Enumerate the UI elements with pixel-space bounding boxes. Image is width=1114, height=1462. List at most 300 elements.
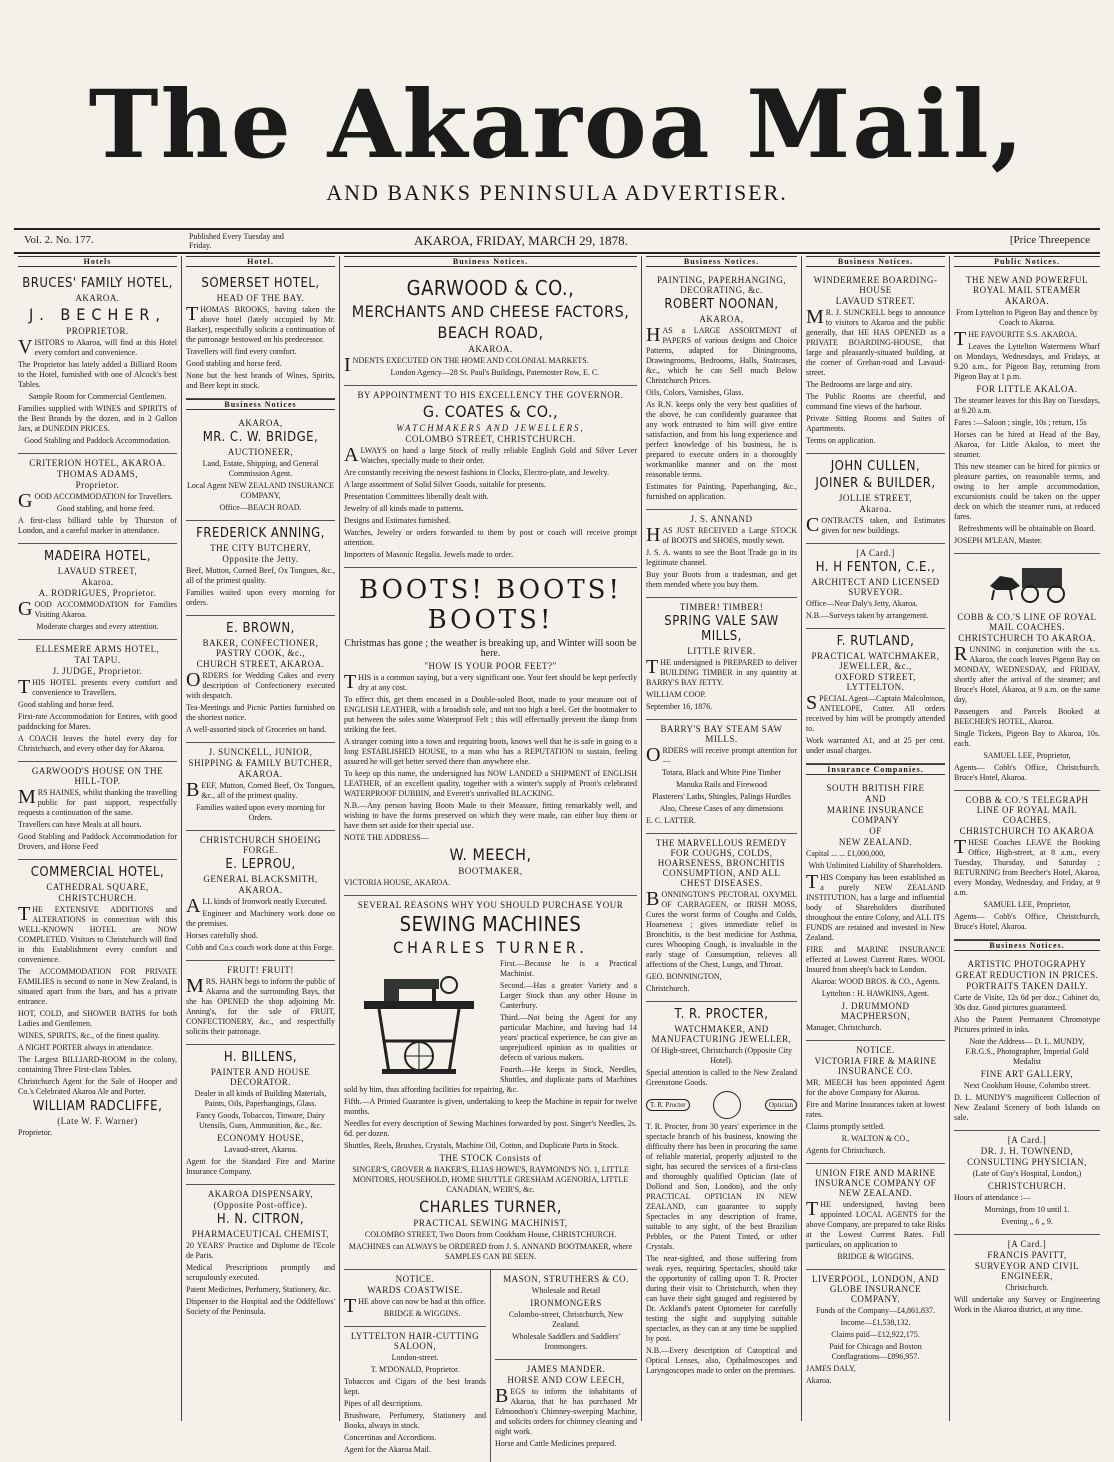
ad-text: GOOD ACCOMMODATION for Travellers. <box>18 490 173 512</box>
ad-coates-jewellers <box>344 386 637 568</box>
ad-text: Tobaccos and Cigars of the best brands kept. <box>344 1377 486 1396</box>
ad-place: Akaroa. <box>81 577 114 587</box>
ad-text: Paid for Chicago and Boston Conflagrations—£896,957. <box>829 1342 922 1361</box>
ad-trade: IRONMONGERS <box>530 1298 602 1308</box>
ad-owner: WILLIAM RADCLIFFE, <box>32 1099 163 1114</box>
ad-text: The Proprietor has lately added a Billiard Room to the Hotel, furnished with one of Alcock's best Tables. <box>18 360 177 389</box>
ad-heading: SEVERAL REASONS WHY YOU SHOULD PURCHASE YOUR <box>357 900 624 910</box>
masthead <box>0 70 1114 206</box>
ad-text: Totara, Black and White Pine Timber <box>661 768 782 777</box>
ad-text: SPECIAL Agent—Captain Malcolmson, ANTELOPE, Cutter. All orders received by him will be promptly attended to. <box>806 692 945 733</box>
ad-title: CRITERION HOTEL, AKAROA. <box>29 458 166 468</box>
ad-title: THE NEW AND POWERFUL ROYAL MAIL STEAMER <box>965 275 1089 295</box>
ad-owner: A. RODRIGUES, Proprietor. <box>38 588 157 598</box>
sewing-machine-illustration <box>344 961 494 1081</box>
ad-signature: WILLIAM COOP. <box>646 690 706 699</box>
ad-criterion-hotel <box>18 454 177 544</box>
ad-title: WINDERMERE BOARDING-HOUSE <box>813 275 938 295</box>
ad-owner: CHARLES TURNER, <box>419 1197 562 1216</box>
ad-title: COMMERCIAL HOTEL, <box>30 865 165 880</box>
ad-trade: PRACTICAL SEWING MACHINIST, <box>413 1218 568 1228</box>
ad-text: Oils, Colors, Varnishes, Glass. <box>646 388 744 397</box>
ad-text: A first-class billiard table by Thurston of London, and a careful marker in attendance. <box>18 516 177 535</box>
section-heading: Business Notices. <box>954 940 1100 951</box>
ad-owner: J. JUDGE, Proprietor. <box>52 666 143 676</box>
ad-windermere <box>806 271 945 454</box>
ad-agents: Lyttelton : H. HAWKINS, Agent. <box>821 989 930 998</box>
ad-text: Travellers will find every comfort. <box>186 347 297 356</box>
ad-signature: R. WALTON & CO., <box>841 1134 910 1143</box>
ad-text: Cobb and Co.s coach work done at this Forge. <box>186 943 334 952</box>
ad-trade: GENERAL BLACKSMITH, <box>203 874 318 884</box>
ad-stock: THE STOCK Consists of <box>439 1153 542 1163</box>
ad-text: Presentation Committees liberally dealt with. <box>344 492 489 501</box>
ad-appointment: BY APPOINTMENT TO HIS EXCELLENCY THE GOVERNOR. <box>357 390 624 400</box>
ad-text: Will undertake any Survey or Engineering Work in the Akaroa district, at any time. <box>954 1295 1100 1314</box>
ad-text: Note the Address— D. L. MUNDY, F.R.G.S., Photographer, Imperial Gold Medalist <box>965 1037 1089 1066</box>
ad-bonnington-remedy <box>646 834 797 1002</box>
ad-text: Fares :—Saloon ; single, 10s ; return, 15s <box>954 418 1087 427</box>
ad-place: HEAD OF THE BAY. <box>216 293 305 303</box>
dateline <box>14 228 1100 254</box>
column-6 <box>950 256 1104 1421</box>
ad-text: MR. J. SUNCKELL begs to announce to visitors to Akaroa and the public generally, that HE HAS OPENED as a PRIVATE BOARDING-HOUSE, that large and pleasantly-situated building, at the corner of Grehan-road and Lavaud-street. <box>806 306 945 377</box>
ad-title: BRUCES' FAMILY HOTEL, <box>22 276 173 291</box>
ad-text: First-rate Accommodation for Entires, with good paddocking for Mares. <box>18 712 177 731</box>
ad-text: GOOD ACCOMMODATION for Families Visiting Akaroa. <box>18 598 177 620</box>
ad-title: WARDS COASTWISE. <box>367 1285 463 1295</box>
ad-place: Christchurch. <box>646 984 690 993</box>
ad-text: Also, Cheese Cases of any dimensions <box>659 804 784 813</box>
ad-title: FRANCIS PAVITT, <box>987 1250 1067 1260</box>
reason-third: Third.—Not being the Agent for any particular Machine, and having had 14 years' practical experience, he can give an unprejudiced opinion as to qualities or defects of various makers. <box>500 1013 637 1062</box>
bottom-split <box>344 1270 637 1462</box>
ad-street: CATHEDRAL SQUARE, <box>46 882 149 892</box>
ad-title: G. COATES & CO., <box>422 402 559 421</box>
ad-subhead: FOR LITTLE AKALOA. <box>976 384 1078 394</box>
reason-second: Second.—Has a greater Variety and a Larger Stock than any other House in Canterbury. <box>500 981 637 1010</box>
ad-suncell-butcher <box>186 743 335 831</box>
ad-text: MRS. HAHN begs to inform the public of Akaroa and the surrounding Bays, that she has OPENED the shop adjoining Mr. Anning's, for the sale of FRUIT, CONFECTIONERY, &c., and respectfully solicits their patronage. <box>186 975 335 1036</box>
ad-and: AND <box>865 794 886 804</box>
ad-text: Mornings, from 10 until 1. <box>984 1205 1070 1214</box>
ad-meech-boots <box>344 568 637 896</box>
ad-text: MR. MEECH has been appointed Agent for the above Company for Akaroa. <box>806 1078 945 1097</box>
ad-anning-butchery <box>186 521 335 616</box>
ad-title: SOMERSET HOTEL, <box>201 276 320 291</box>
ad-signature: JAMES DALY, <box>806 1364 856 1373</box>
ad-text: Importers of Masonic Regalia. Jewels made to order. <box>344 550 514 559</box>
ad-bridge-auctioneer <box>186 414 335 521</box>
ad-hair-saloon <box>344 1327 486 1462</box>
ad-title: SOUTH BRITISH FIRE <box>826 783 925 793</box>
ad-address: Of High-street, Christchurch (Opposite City Hotel). <box>650 1046 793 1065</box>
ad-text: J. S. A. wants to see the Boot Trade go in its legitimate channel. <box>646 548 797 567</box>
ad-text: Horses can be hired at Head of the Bay, Akaroa, for Little Akaloa, to meet the steamer. <box>954 430 1100 459</box>
ad-trade: MARINE INSURANCE COMPANY <box>826 805 925 825</box>
ad-place: AKAROA. <box>1004 296 1050 306</box>
ad-pavitt-surveyor <box>954 1235 1100 1322</box>
ad-text: Patent Medicines, Perfumery, Stationery, &c. <box>186 1285 331 1294</box>
ad-text: Families supplied with WINES and SPIRITS of the Best Brands by the dozen, and in 2 Gallon Jars, at DUNEDIN PRICES. <box>18 404 177 433</box>
ad-trade: PHARMACEUTICAL CHEMIST, <box>191 1229 330 1239</box>
ad-title: FREDERICK ANNING, <box>196 526 325 541</box>
ad-address: Colombo-street, Christchurch, New Zealand. <box>508 1310 624 1329</box>
ad-trade: WATCHMAKER, AND MANUFACTURING JEWELLER, <box>651 1024 792 1044</box>
ad-heading: PAINTING, PAPERHANGING, DECORATING, &c. <box>656 275 787 295</box>
section-heading: Public Notices. <box>954 256 1100 267</box>
ad-text: This new steamer can be hired for picnics or pleasure parties, on reasonable terms, and owing to her ample accommodation, excursionists could be taken on the upper deck on which the steamer runs, at reduced fares. <box>954 462 1100 521</box>
ad-text: Buy your Boots from a tradesman, and get them mended where you buy them. <box>646 570 797 589</box>
ad-text: Passengers and Parcels Booked at BEECHER'S HOTEL, Akaroa. <box>954 707 1100 726</box>
ad-text: Fancy Goods, Tobaccos, Tinware, Dairy Utensils, Guns, Ammunition, &c., &c. <box>196 1111 325 1130</box>
ad-street: OXFORD STREET, LYTTELTON. <box>835 672 916 692</box>
section-heading: Hotel. <box>186 256 335 267</box>
ad-text: As R.N. keeps only the very best qualities of the above, he can confidently guarantee that any work entrusted to him will give entire satisfaction, and from his long experience and perfect knowledge of his business, he is prepared to execute orders in a thoroughly workmanlike manner and on the most reasonable terms. <box>646 400 797 479</box>
ad-mason-struthers <box>495 1270 637 1360</box>
ad-card: [A Card.] <box>1007 1239 1047 1249</box>
ad-subhead: FINE ART GALLERY, <box>980 1069 1074 1079</box>
ad-text: RUNNING in conjunction with the s.s. Akaroa, the coach leaves Pigeon Bay on MONDAY, WEDNESDAY, and FRIDAY, shortly after the arrival of the steamer; and Bruce's Hotel, Akaroa, at 9 a.m. on the same day, <box>954 643 1100 704</box>
price: [Price Threepence <box>1009 234 1090 246</box>
ad-text: Claims promptly settled. <box>806 1122 885 1131</box>
ad-text: The ACCOMMODATION FOR PRIVATE FAMILIES is second to none in New Zealand, is situated apart from the bars, and has a private entrance. <box>18 967 177 1006</box>
ad-text: Good Stabling and Paddock Accommodation. <box>24 436 171 445</box>
ad-text: Watches, Jewelry or orders forwarded to them by post or coach will receive prompt attention. <box>344 528 637 547</box>
ad-title: LYTTELTON HAIR-CUTTING SALOON, <box>350 1331 480 1351</box>
ad-text: Needles for every description of Sewing Machines forwarded by post. Singer's Needles, 2s. 6d. per dozen. <box>344 1119 637 1138</box>
ad-text: A NIGHT PORTER always in attendance. <box>18 1043 153 1052</box>
ad-title: MADEIRA HOTEL, <box>43 549 151 564</box>
ad-house: ECONOMY HOUSE, <box>217 1133 304 1143</box>
ad-title: E. BROWN, <box>226 621 295 636</box>
section-heading: Business Notices. <box>646 256 797 267</box>
ad-place: NEW ZEALAND. <box>838 837 913 847</box>
bottom-left <box>344 1270 491 1462</box>
ad-place: CHRISTCHURCH. <box>58 893 137 903</box>
ad-leprou-forge <box>186 831 335 961</box>
volume-number: Vol. 2. No. 177. <box>24 234 94 246</box>
ad-text: A COACH leaves the hotel every day for Christchurch, and every other day for Akaroa. <box>18 734 177 753</box>
ad-text: THE above can now be had at this office. <box>344 1295 486 1317</box>
ad-text: Families waited upon every morning for orders. <box>186 588 335 607</box>
ad-text: Manuka Rails and Firewood <box>676 780 767 789</box>
ad-text: THOMAS BROOKS, having taken the above hotel (lately occupied by Mr. Barker), respectfully solicits a continuation of the patronage bestowed on his predecessor. <box>186 303 335 344</box>
ad-text: THE EXTENSIVE ADDITIONS and ALTERATIONS in connection with this WELL-KNOWN HOTEL are NOW COMPLETED. Visitors to Christchurch will find in this Establishment every comfort and convenience. <box>18 903 177 964</box>
ad-subhead: GREAT REDUCTION IN PRICES. <box>955 970 1099 980</box>
section-heading: Insurance Companies. <box>806 764 945 775</box>
ad-text: 20 YEARS' Practice and Diplome de l'Ecole de Paris. <box>186 1241 335 1260</box>
ad-trade: MERCHANTS AND CHEESE FACTORS, <box>351 302 630 321</box>
ad-text: Hours of attendance :— <box>954 1193 1031 1202</box>
newspaper-title: The Akaroa Mail, <box>88 70 1026 180</box>
ad-text: THIS Company has been established as a purely NEW ZEALAND INSTITUTION, has a large and influential body of Shareholders distributed throughout the entire Colony, and ALL ITS FUNDS are retained and invested in New Zealand. <box>806 871 945 942</box>
ad-trade: PAINTER AND HOUSE DECORATOR. <box>210 1067 311 1087</box>
ad-heading: NOTICE. <box>856 1045 895 1055</box>
ad-heading: NOTICE. <box>395 1274 435 1284</box>
ad-text: Christchurch Agent for the Sale of Hooper and Co.'s Celebrated Akaroa Ale and Porter. <box>18 1077 177 1096</box>
ad-title: ELLESMERE ARMS HOTEL, <box>35 644 160 654</box>
ad-owner: THOMAS ADAMS, <box>56 469 138 479</box>
ad-text: Work warranted A1, and at 25 per cent. under usual charges. <box>806 736 945 755</box>
coach-illustration <box>982 556 1072 606</box>
ad-street: LAVAUD STREET. <box>835 296 916 306</box>
ad-owner: T. M'DONALD, Proprietor. <box>370 1365 460 1374</box>
ad-late: (Late W. F. Warner) <box>57 1116 138 1126</box>
column-1 <box>14 256 182 1421</box>
ad-title: SEWING MACHINES <box>399 912 582 936</box>
ad-late: (Late of Guy's Hospital, London,) <box>972 1169 1082 1178</box>
ad-street: Lavaud-street, Akaroa. <box>223 1145 298 1154</box>
ad-title: H. N. CITRON, <box>216 1212 305 1227</box>
ad-text: Claims paid—£12,922,175. <box>831 1330 920 1339</box>
ad-text: N.B.—Any person having Boots Made to their Measure, fitting remarkably well, and wishing to have the forms preserved on which they were made, can either buy them or have them set aside for their special use. <box>344 801 637 830</box>
ad-text: Good Stabling and Paddock Accommodation for Drovers, and Horse Feed <box>18 832 177 851</box>
ad-south-british-insurance <box>806 779 945 1041</box>
ad-text: BONNINGTON'S PECTORAL OXYMEL OF CARRAGEEN, or IRISH MOSS, Cures the worst forms of Coughs and Colds, Hoarseness ; gives immediate relief in Bronchitis, is the best medicine for Asthma, cures Whooping Cough, is invaluable in the early stage of Consumption, relieves all affections of the Chest, Lungs, and Throat. <box>646 888 797 969</box>
ad-commercial-hotel <box>18 860 177 1145</box>
ad-text: Private Sitting Rooms and Suites of Apartments. <box>806 414 945 433</box>
ad-text: Terms on application. <box>806 436 876 445</box>
ad-role: Proprietor. <box>75 480 120 490</box>
ad-trade: SHIPPING & FAMILY BUTCHER, <box>188 758 333 768</box>
procter-emblem <box>646 1091 797 1119</box>
section-heading: Business Notices <box>186 399 335 410</box>
ad-text: With Unlimited Liability of Shareholders. <box>808 861 943 870</box>
ad-place: AKAROA. <box>468 344 513 354</box>
ad-trade: PRACTICAL WATCHMAKER, JEWELLER, &c., <box>811 651 940 671</box>
ad-owner: J. BECHER, <box>29 305 166 324</box>
ad-address: COLOMBO STREET, Two Doors from Cookham House, CHRISTCHURCH. <box>364 1230 617 1239</box>
ad-text: Horse and Cattle Medicines prepared. <box>495 1439 617 1448</box>
ad-signature: BRIDGE & WIGGINS. <box>837 1252 914 1261</box>
ad-text: Refreshments will be obtainable on Board. <box>958 524 1096 533</box>
ad-trade: ARCHITECT AND LICENSED SURVEYOR. <box>811 577 940 597</box>
ad-victoria-insurance <box>806 1041 945 1164</box>
ad-street: LAVAUD STREET, <box>57 566 138 576</box>
ad-text: ORDERS will receive prompt attention for— <box>646 744 797 766</box>
ad-text: THE FAVOURITE S.S. AKAROA. <box>954 328 1078 350</box>
ad-trade: WATCHMAKERS AND JEWELLERS, <box>396 423 585 433</box>
ad-liverpool-insurance <box>806 1270 945 1393</box>
ad-date: September 16, 1876. <box>646 702 713 711</box>
ad-agents: Agents— Cobb's Office, Christchurch, Bruce's Hotel, Akaroa. <box>954 912 1100 931</box>
ad-text: INDENTS EXECUTED ON THE HOME AND COLONIAL MARKETS. <box>344 354 589 376</box>
ad-heading: CHRISTCHURCH SHOEING FORGE. <box>199 835 322 855</box>
ad-mail-steamer <box>954 271 1100 554</box>
ad-place: Christchurch. <box>1005 1283 1049 1292</box>
ad-title: H. H FENTON, C.E., <box>815 560 936 575</box>
ad-title: H. BILLENS, <box>223 1050 298 1065</box>
ad-text: A well-assorted stock of Groceries on hand. <box>186 725 327 734</box>
ad-title: JAMES MANDER. <box>526 1364 606 1374</box>
ad-place: Akaroa. <box>806 1376 832 1385</box>
section-heading: Business Notices. <box>806 256 945 267</box>
ad-text: HAS JUST RECEIVED a Large STOCK of BOOTS and SHOES, mostly sewn. <box>646 524 797 546</box>
ad-agents: Akaroa: WOOD BROS. & CO., Agents. <box>811 977 940 986</box>
ad-place: AKAROA, <box>238 418 283 428</box>
ad-text: None but the best brands of Wines, Spirits, and Beer kept in stock. <box>186 371 335 390</box>
ad-text: THESE Coaches LEAVE the Booking Office, High-street, at 8 a.m., every Tuesday, Thursday, and Saturday ; RETURNING from Beecher's Hotel, Akaroa, every Monday, Wednesday, and Friday, at 9 a.m. <box>954 836 1100 897</box>
ad-text: Office—Near Daly's Jetty, Akaroa. <box>806 599 918 608</box>
ad-text: MRS HAINES, whilst thanking the travelling public for past support, respectfully requests a continuation of the same. <box>18 786 177 817</box>
ad-trade: JOINER & BUILDER, <box>815 476 936 491</box>
ad-question: "HOW IS YOUR POOR FEET?" <box>424 661 557 671</box>
ad-text: To effect this, get them encased in a Double-soled Boot, made to your measure out of ENGLISH LEATHER, with a broadish sole, and not too high a heel. Get the bootmaker to put between the soles some Waterproof Felt ; this will effectually prevent the damp from striking the feet. <box>344 695 637 734</box>
ad-townend-physician <box>954 1131 1100 1235</box>
ad-location: (Opposite Post-office). <box>213 1200 308 1210</box>
ad-trade: SURVEYOR AND CIVIL ENGINEER, <box>974 1261 1080 1281</box>
ad-street: CHURCH STREET, AKAROA. <box>196 659 325 669</box>
ad-text: Dealer in all kinds of Building Materials, Paints, Oils, Paperhangings, Glass. <box>194 1089 327 1108</box>
ad-cobb-telegraph <box>954 791 1100 940</box>
section-heading: Hotels <box>18 256 177 267</box>
ad-text: NOTE THE ADDRESS— <box>344 833 429 842</box>
ad-trade: HORSE AND COW LEECH, <box>507 1375 625 1385</box>
newspaper-subtitle: AND BANKS PENINSULA ADVERTISER. <box>326 180 788 205</box>
ad-text: Are constantly receiving the newest fashions in Clocks, Electro-plate, and Jewelry. <box>344 468 609 477</box>
ad-role: AUCTIONEER, <box>227 447 294 457</box>
reason-first: First.—Because he is a Practical Machinist. <box>500 959 637 978</box>
ad-trade: BOOTMAKER, <box>458 866 523 876</box>
ad-turner-sewing <box>344 896 637 1270</box>
ad-text: Next Cookham House, Colombo street. <box>963 1081 1091 1090</box>
ad-title: BARRY'S BAY STEAM SAW MILLS. <box>660 724 783 744</box>
publication-schedule: Published Every Tuesday and Friday. <box>189 232 284 250</box>
ad-location: Opposite the Jetty. <box>222 554 299 564</box>
ad-route: CHRISTCHURCH TO AKAROA <box>959 826 1095 836</box>
ad-signature: E. C. LATTER. <box>646 816 696 825</box>
ad-role: Agents for Christchurch. <box>806 1146 886 1155</box>
ad-text: Tea-Meetings and Picnic Parties furnished on the shortest notice. <box>186 703 335 722</box>
ad-text: CONTRACTS taken, and Estimates given for new buildings. <box>806 514 945 536</box>
ad-place: LITTLE RIVER. <box>687 646 756 656</box>
ad-text: A stranger coming into a town and requiring boots, knows well that he is safe in going to a long ESTABLISHED HOUSE, to a man who has a REPUTATION to sustain, feeling assured he will get better served there than anywhere else. <box>344 737 637 766</box>
ad-place: CHRISTCHURCH. <box>987 1181 1067 1191</box>
ad-noonan-painting <box>646 271 797 510</box>
emblem-seal-icon <box>713 1091 741 1119</box>
ad-title: MASON, STRUTHERS & CO. <box>503 1274 629 1284</box>
ad-lead: Christmas has gone ; the weather is breaking up, and Winter will soon be here. <box>344 638 637 659</box>
ad-text: Estimates for Painting, Paperhanging, &c., furnished on application. <box>646 482 797 501</box>
ad-rutland-watchmaker <box>806 629 945 764</box>
issue-date: AKAROA, FRIDAY, MARCH 29, 1878. <box>414 233 628 248</box>
ad-owner: W. MEECH, <box>449 845 532 864</box>
ad-place: AKAROA. <box>238 885 283 895</box>
ad-title: JOHN CULLEN, <box>830 459 921 474</box>
ad-title: T. R. PROCTER, <box>674 1007 769 1022</box>
ad-role: PROPRIETOR. <box>66 326 129 336</box>
ad-text: Office—BEACH ROAD. <box>219 503 302 512</box>
ad-text: Good stabling and horse feed. <box>186 359 282 368</box>
ad-trade: BAKER, CONFECTIONER, PASTRY COOK, &c., <box>202 638 319 658</box>
ad-headline: BOOTS! BOOTS! BOOTS! <box>359 575 622 635</box>
ad-text: Evening „ 6 „ 9. <box>1001 1217 1053 1226</box>
reason-fourth: Fourth.—He keeps in Stock, Needles, Shuttles, and duplicate parts of Machines sold by him, thus affording facilities for repairing, &c. <box>344 1065 637 1094</box>
ad-text: THIS is a common saying, but a very significant one. Your feet should be kept perfectly dry at any cost. <box>344 671 637 693</box>
ad-place: AKAROA. <box>238 769 283 779</box>
ad-text: The Bedrooms are large and airy. <box>806 380 913 389</box>
emblem-left: T. R. Procter <box>646 1099 690 1111</box>
ad-text: Agent for the Standard Fire and Marine Insurance Company. <box>186 1157 335 1176</box>
ad-fruit <box>186 961 335 1045</box>
ad-title: GARWOOD & CO., <box>406 276 575 300</box>
ad-text: Wholesale and Retail <box>531 1286 601 1295</box>
ad-spring-vale-timber <box>646 598 797 720</box>
ad-shop: THE CITY BUTCHERY, <box>210 543 311 553</box>
ad-text: From Lyttelton to Pigeon Bay and thence by Coach to Akaroa. <box>956 308 1098 327</box>
ad-signature: BRIDGE & WIGGINS. <box>383 1309 461 1318</box>
ad-title: VICTORIA FIRE & MARINE INSURANCE CO. <box>814 1056 937 1076</box>
ad-title: J. S. ANNAND <box>690 514 753 524</box>
ad-text: Wholesale Saddlers and Saddlers' Ironmongers. <box>512 1332 620 1351</box>
ad-text: The steamer leaves for this Bay on Tuesdays, at 9.20 a.m. <box>954 396 1100 415</box>
column-2 <box>182 256 340 1421</box>
ad-title: MR. C. W. BRIDGE, <box>202 430 319 445</box>
column-3 <box>340 256 642 1454</box>
ad-text: Local Agent NEW ZEALAND INSURANCE COMPANY, <box>187 481 334 500</box>
reason-fifth: Fifth.—A Printed Guarantee is given, undertaking to keep the Machine in repair for twelve months. <box>344 1097 637 1116</box>
ad-barrys-bay-mills <box>646 720 797 834</box>
ad-text: Medical Prescriptions promptly and scrupulously executed. <box>186 1263 335 1282</box>
ad-text: VISITORS to Akaroa, will find at this Hotel every comfort and convenience. <box>18 336 177 358</box>
ad-union-insurance <box>806 1164 945 1270</box>
ad-text: Families waited upon every morning for Orders. <box>195 803 326 822</box>
ad-title: COBB & CO.'S LINE OF ROYAL MAIL COACHES. <box>957 612 1097 632</box>
ad-text: Plasterers' Laths, Shingles, Palings Hurdles <box>652 792 791 801</box>
ad-text: WINES, SPIRITS, &c., of the finest quality. <box>18 1031 160 1040</box>
ad-text: Sample Room for Commercial Gentlemen. <box>28 392 167 401</box>
ad-manager: J. DRUMMOND MACPHERSON, <box>840 1001 911 1021</box>
ad-text: Jewelry of all kinds made to patterns. <box>344 504 464 513</box>
ad-wards-notice <box>344 1270 486 1327</box>
ad-capital: Capital ... ... £1,000,000, <box>806 849 886 858</box>
ad-text: Single Tickets, Pigeon Bay to Akaroa, 10s. each. <box>954 729 1100 748</box>
ad-garwoods-house <box>18 762 177 860</box>
ad-text: London Agency—28 St. Paul's Buildings, Paternoster Row, E. C. <box>390 368 600 377</box>
ad-text: HOT, COLD, and SHOWER BATHS for both Ladies and Gentlemen. <box>18 1009 177 1028</box>
ad-ellesmere-arms <box>18 640 177 762</box>
ad-text: Travellers can have Meals at all hours. <box>18 820 142 829</box>
bottom-right <box>491 1270 637 1462</box>
ad-text: The Public Rooms are cheerful, and command fine views of the harbour. <box>806 392 945 411</box>
ad-madeira-hotel <box>18 544 177 640</box>
ad-signature: GEO. BONNINGTON, <box>646 972 722 981</box>
ad-text: Land, Estate, Shipping, and General Commission Agent. <box>202 459 319 478</box>
ad-route: CHRISTCHURCH TO AKAROA. <box>958 633 1096 643</box>
ad-text: ALWAYS on hand a large Stock of really reliable English Gold and Silver Lever Watches, specially made to their order. <box>344 444 637 466</box>
columns <box>14 256 1104 1454</box>
ad-signature: SAMUEL LEE, Proprietor, <box>983 751 1071 760</box>
ad-text: Moderate charges and every attention. <box>36 622 159 631</box>
ad-title: DR. J. H. TOWNEND, <box>980 1146 1074 1156</box>
ad-card: [A Card.] <box>1007 1135 1047 1145</box>
ad-bruces-hotel <box>18 271 177 454</box>
ad-text: Good stabling, and horse feed. <box>56 504 155 513</box>
ad-agents: Agents— Cobb's Office, Christchurch. Bruce's Hotel, Akaroa. <box>954 763 1100 782</box>
ad-text: FIRE and MARINE INSURANCE effected at Lowest Current Rates. WOOL Insured from sheep's back to London. <box>806 945 945 974</box>
ad-signature: JOSEPH M'LEAN, Master. <box>954 536 1043 545</box>
ad-text: ALL kinds of Ironwork neatly Executed. <box>186 895 328 917</box>
ad-text: Horses carefully shod. <box>186 931 258 940</box>
emblem-right: Optician <box>765 1099 797 1111</box>
ad-text: D. L. MUNDY'S magnificent Collection of New Zealand Scenery of both Islands on sale. <box>954 1093 1100 1122</box>
ad-text: N.B.—Surveys taken by arrangement. <box>806 611 929 620</box>
ad-citron-dispensary <box>186 1185 335 1324</box>
ad-text: The near-sighted, and those suffering from weak eyes, requiring Spectacles, should take the opportunity of calling upon T. R. Procter during their visit to Christchurch, when they can have their sight gauged and registered by Dr. Ackland's patent Optometer for carefully testing the sight and supplying suitable spectacles, as they can at any time be supplied by post. <box>646 1254 797 1343</box>
ad-role: Proprietor. <box>18 1128 52 1137</box>
ad-text: The Largest BILLIARD-ROOM in the colony, containing Three First-class Tables. <box>18 1055 177 1074</box>
